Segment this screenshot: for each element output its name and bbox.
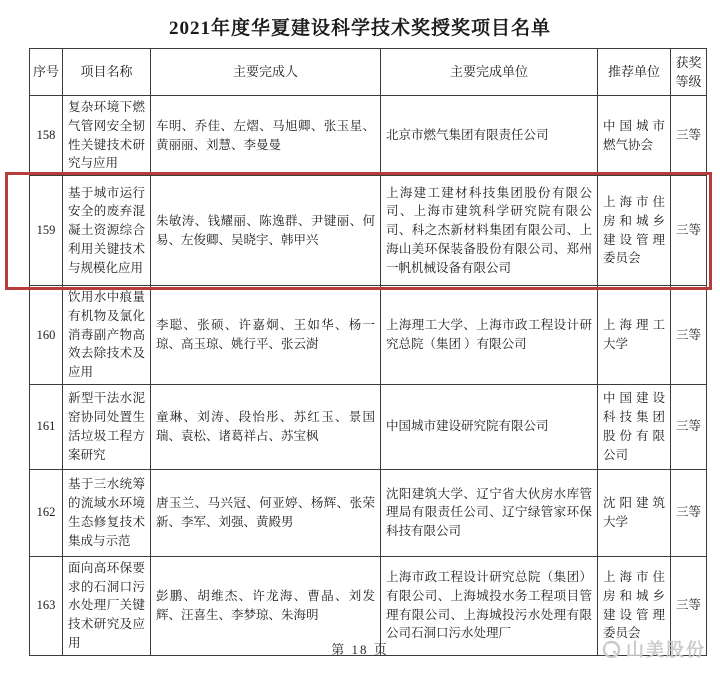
cell-recommender: 上海市住房和城乡建设管理委员会 <box>598 176 671 286</box>
table-row-highlighted <box>30 176 707 286</box>
cell-project: 复杂环境下燃气管网安全韧性关键技术研究与应用 <box>63 96 151 176</box>
cell-award: 三等 <box>671 96 707 176</box>
cell-no: 159 <box>30 176 63 286</box>
col-header-project-name: 项目名称 <box>63 49 151 96</box>
col-header-contributors: 主要完成人 <box>151 49 381 96</box>
table-row <box>30 286 707 385</box>
cell-project: 基于城市运行安全的废弃混凝土资源综合利用关键技术与规模化应用 <box>63 176 151 286</box>
cell-organizations: 上海理工大学、上海市政工程设计研究总院（集团 ）有限公司 <box>381 286 598 385</box>
cell-award: 三等 <box>671 384 707 469</box>
cell-contributors: 童琳、刘涛、段怡彤、苏红玉、景国瑞、袁松、诸葛祥占、苏宝枫 <box>151 384 381 469</box>
col-header-award-level: 获奖等级 <box>671 49 707 96</box>
cell-no: 162 <box>30 469 63 556</box>
cell-no: 158 <box>30 96 63 176</box>
cell-organizations: 北京市燃气集团有限责任公司 <box>381 96 598 176</box>
cell-contributors: 车明、乔佳、左熠、马旭卿、张玉星、黄丽丽、刘慧、李曼曼 <box>151 96 381 176</box>
cell-recommender: 上海理工大学 <box>598 286 671 385</box>
company-logo-icon <box>602 640 621 659</box>
cell-award: 三等 <box>671 176 707 286</box>
cell-award: 三等 <box>671 556 707 655</box>
cell-contributors: 唐玉兰、马兴冠、何亚婷、杨辉、张荣新、李军、刘强、黄殿男 <box>151 469 381 556</box>
cell-project: 新型干法水泥窑协同处置生活垃圾工程方案研究 <box>63 384 151 469</box>
cell-contributors: 李聪、张硕、许嘉炯、王如华、杨一琼、高玉琼、姚行平、张云澍 <box>151 286 381 385</box>
page-number: 第 18 页 <box>331 642 389 657</box>
cell-award: 三等 <box>671 469 707 556</box>
cell-project: 面向高环保要求的石洞口污水处理厂关键技术研究及应用 <box>63 556 151 655</box>
table-row <box>30 469 707 556</box>
cell-organizations: 沈阳建筑大学、辽宁省大伙房水库管理局有限责任公司、辽宁绿管家环保科技有限公司 <box>381 469 598 556</box>
cell-no: 160 <box>30 286 63 385</box>
col-header-recommender: 推荐单位 <box>598 49 671 96</box>
cell-contributors: 彭鹏、胡维杰、许龙海、曹晶、刘发辉、汪喜生、李梦琼、朱海明 <box>151 556 381 655</box>
cell-recommender: 中国城市燃气协会 <box>598 96 671 176</box>
table-header-row <box>30 49 707 96</box>
cell-recommender: 沈阳建筑大学 <box>598 469 671 556</box>
page-title: 2021年度华夏建设科学技术奖授奖项目名单 <box>168 18 551 39</box>
cell-award: 三等 <box>671 286 707 385</box>
col-header-index: 序号 <box>30 49 63 96</box>
cell-contributors: 朱敏涛、钱耀丽、陈逸群、尹键丽、何易、左俊卿、吴晓宇、韩甲兴 <box>151 176 381 286</box>
cell-organizations: 上海建工建材科技集团股份有限公司、上海市建筑科学研究院有限公司、科之杰新材料集团有限公司、上海山美环保装备股份有限公司、郑州一帆机械设备有限公司 <box>381 176 598 286</box>
watermark-text: 山美股份 <box>626 640 706 660</box>
awards-table <box>29 48 707 656</box>
cell-organizations: 上海市政工程设计研究总院（集团）有限公司、上海城投水务工程项目管理有限公司、上海城投污水处理有限公司石洞口污水处理厂 <box>381 556 598 655</box>
cell-project: 基于三水统筹的流域水环境生态修复技术集成与示范 <box>63 469 151 556</box>
cell-organizations: 中国城市建设研究院有限公司 <box>381 384 598 469</box>
watermark <box>602 636 706 662</box>
cell-no: 161 <box>30 384 63 469</box>
table-row <box>30 384 707 469</box>
cell-no: 163 <box>30 556 63 655</box>
table-row <box>30 96 707 176</box>
cell-project: 饮用水中痕量有机物及氯化消毒副产物高效去除技术及应用 <box>63 286 151 385</box>
cell-recommender: 上海市住房和城乡建设管理委员会 <box>598 556 671 655</box>
cell-recommender: 中国建设科技集团股份有限公司 <box>598 384 671 469</box>
col-header-organizations: 主要完成单位 <box>381 49 598 96</box>
